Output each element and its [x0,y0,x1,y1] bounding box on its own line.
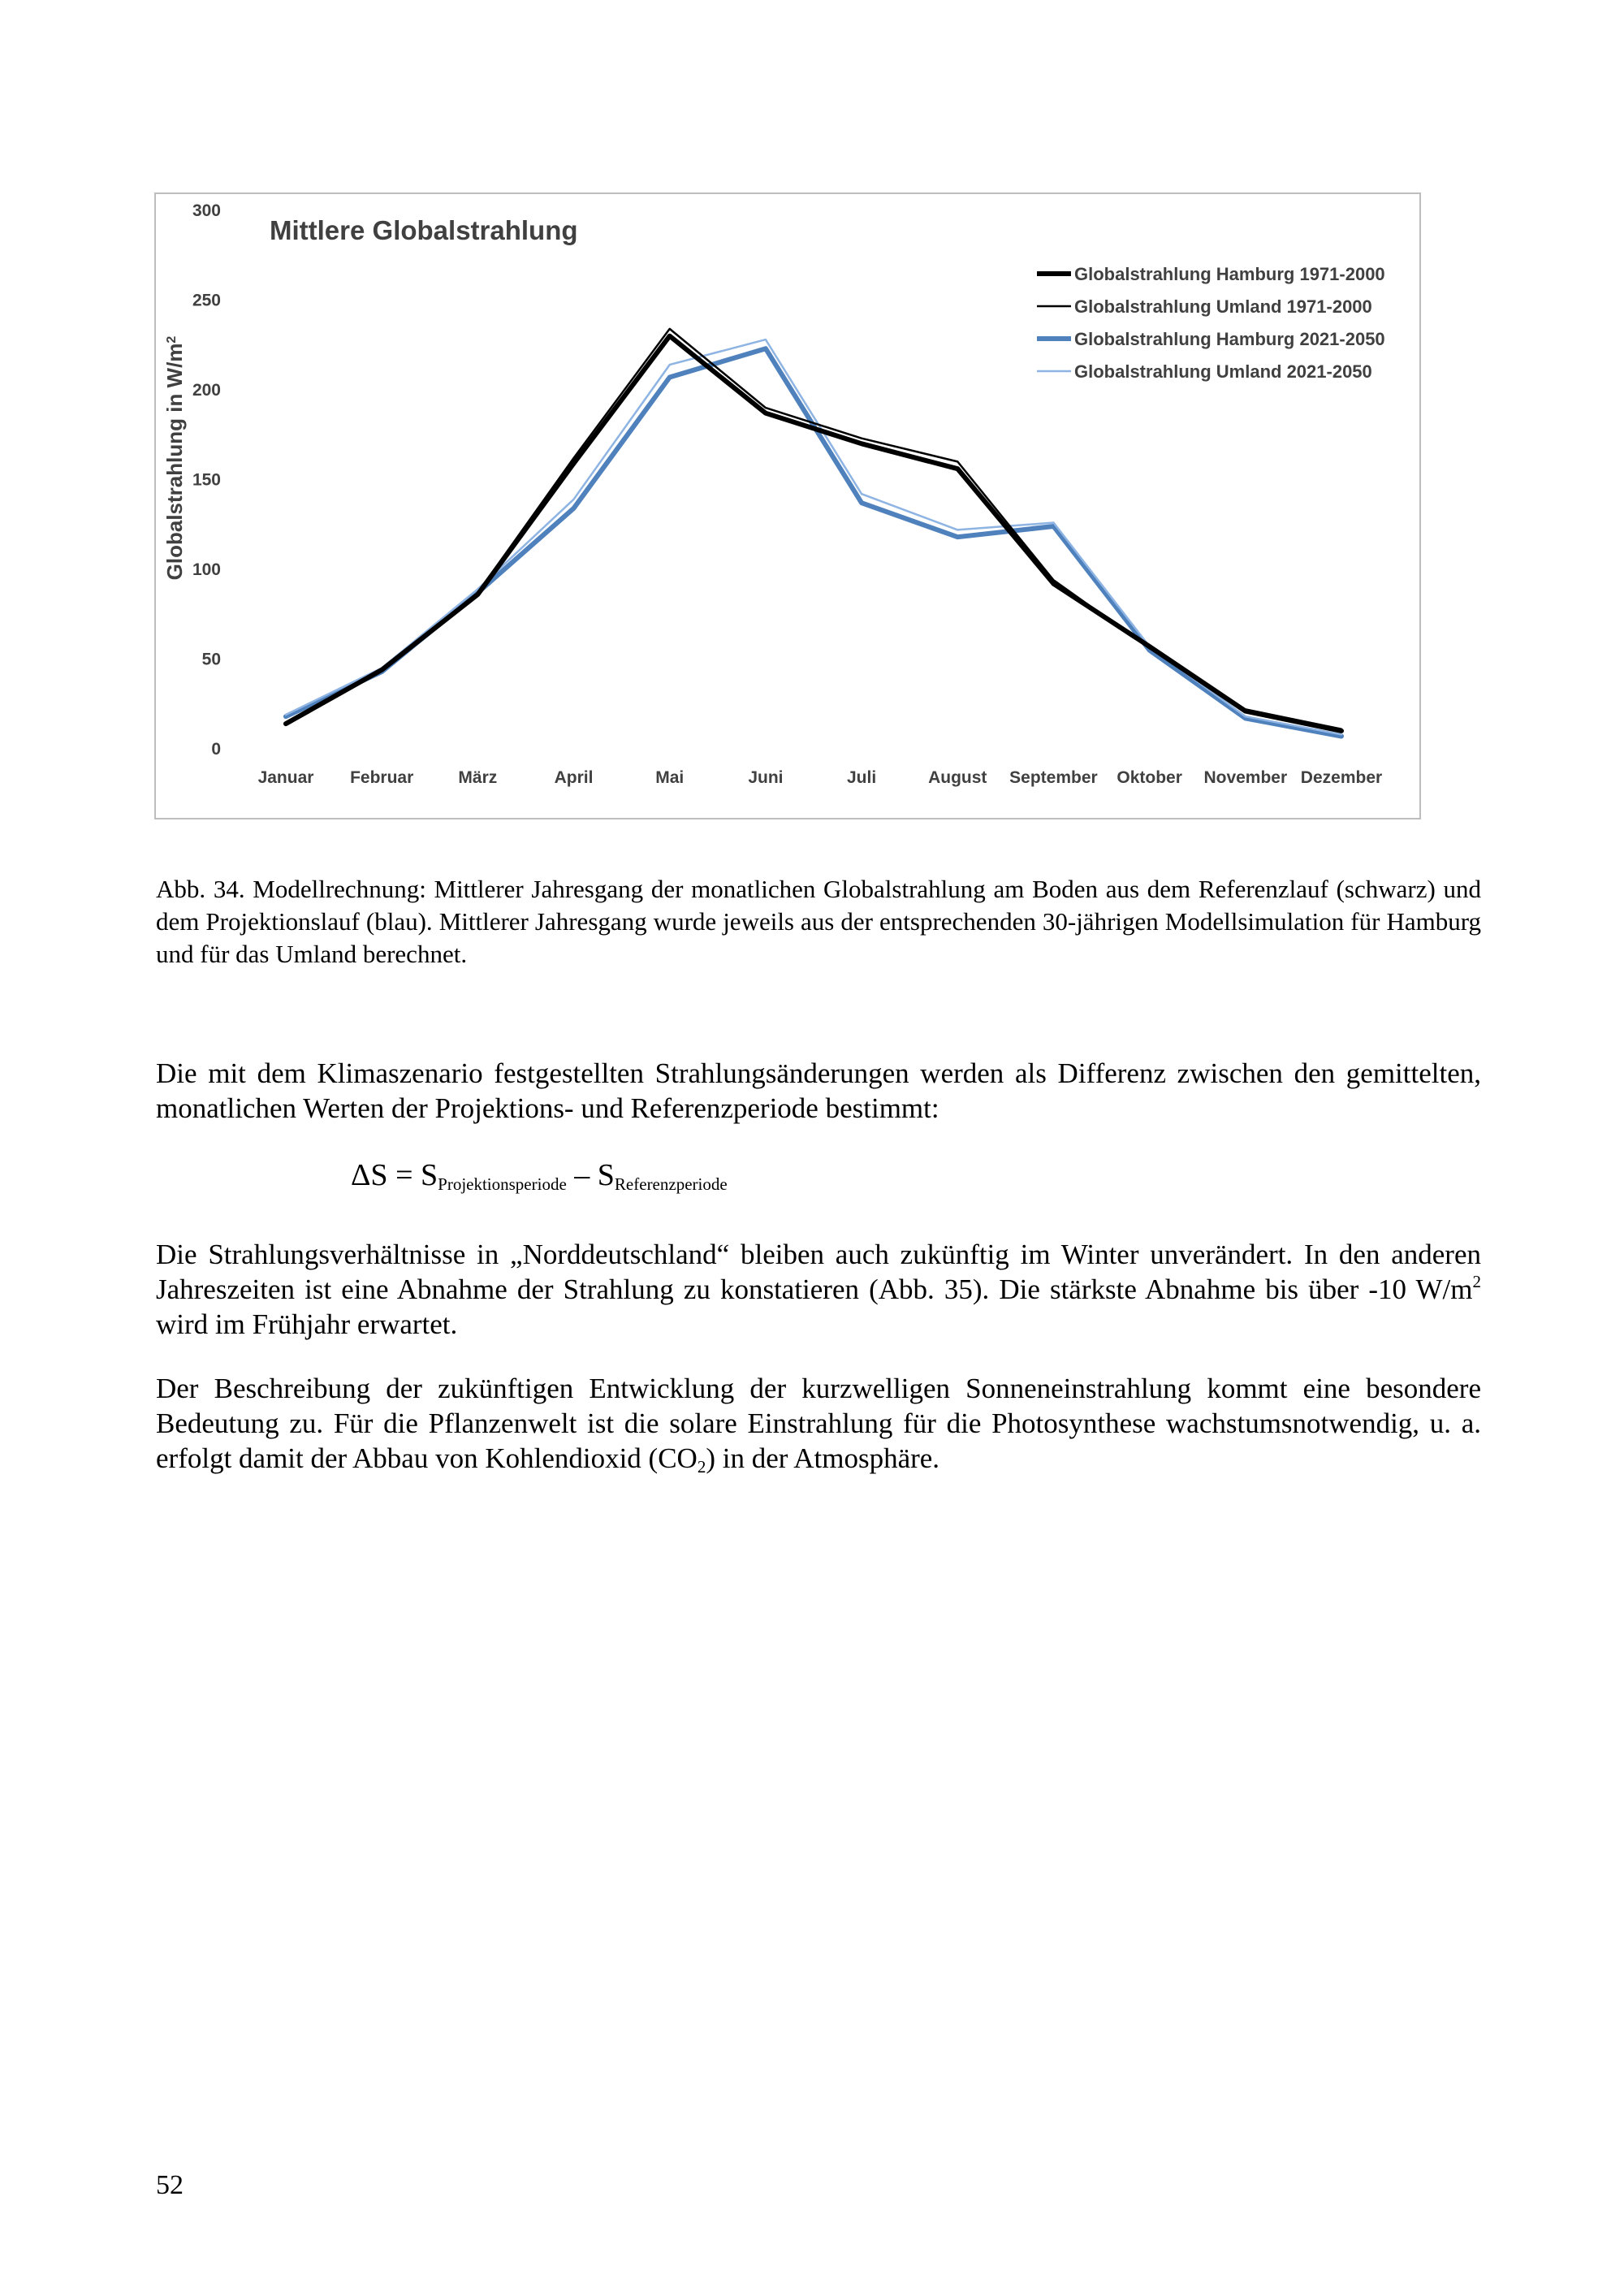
chart-figure [154,192,1421,819]
x-tick-label: April [554,768,594,787]
paragraph-3: Der Beschreibung der zukünftigen Entwicklung der kurzwelligen Sonneneinstrahlung kommt eine besondere Bedeutung zu. Für die Pflanzenwelt ist die solare Einstrahlung für die Photosynthese wachstumsnotwendig, u. a. erfolgt damit der Abbau von Kohlendioxid $(CO_2)$ in der Atmosphäre. [156,1373,1481,1477]
line-chart [156,194,1423,821]
chart-title: Mittlere Globalstrahlung [270,215,578,245]
x-tick-label: Juni [748,768,784,787]
legend-entry: Globalstrahlung Hamburg 1971-2000 [1074,264,1385,284]
x-axis [258,768,1383,787]
legend-entry: Globalstrahlung Umland 1971-2000 [1074,296,1372,317]
chart-lines [286,329,1341,737]
y-tick-label: 50 [201,650,221,669]
x-tick-label: September [1009,768,1098,787]
x-tick-label: Oktober [1116,768,1182,787]
chart-legend [1037,264,1385,382]
x-tick-label: Februar [350,768,414,787]
x-tick-label: Mai [655,768,685,787]
x-tick-label: November [1203,768,1288,787]
x-tick-label: Juli [846,768,877,787]
y-tick-label: 100 [192,560,221,579]
paragraph-1: Die mit dem Klimaszenario festgestellten Strahlungsänderungen werden als Differenz zwischen den gemittelten, monatlichen Werten der Projektions- und Referenzperiode bestimmt: [156,1057,1481,1124]
figure-caption: Abb. 34. Modellrechnung: Mittlerer Jahresgang der monatlichen Globalstrahlung am Boden aus dem Referenzlauf (schwarz) und dem Projektionslauf (blau). Mittlerer Jahresgang wurde jeweils aus der entsprechenden 30-jährigen Modellsimulation für Hamburg und für das Umland berechnet. [156,875,1481,968]
x-tick-label: Dezember [1300,768,1383,787]
y-tick-label: 250 [192,291,221,310]
x-tick-label: März [458,768,498,787]
y-tick-label: 200 [192,381,221,400]
paragraph-2: Die Strahlungsverhältnisse in „Norddeutschland“ bleiben auch zukünftig im Winter unverändert. In den anderen Jahreszeiten ist eine Abnahme der Strahlung zu konstatieren (Abb. 35). Die stärkste Abnahme bis über -10 $W/m^2$ wird im Frühjahr erwartet. [156,1239,1481,1340]
page-number: 52 [156,2170,184,2200]
y-tick-label: 0 [211,740,221,759]
series-line-1 [286,336,1341,731]
formula: $\Delta S = S_{Projektionsperiode} - S_{Referenzperiode}$ [351,1158,728,1194]
series-line-3 [286,348,1341,736]
y-axis [192,201,221,759]
series-line-2 [286,329,1341,729]
y-tick-label: 300 [192,201,221,220]
legend-entry: Globalstrahlung Umland 2021-2050 [1074,361,1372,382]
x-tick-label: August [928,768,987,787]
x-tick-label: Januar [257,768,314,787]
y-tick-label: 150 [192,470,221,490]
legend-entry: Globalstrahlung Hamburg 2021-2050 [1074,329,1385,349]
y-axis-label: Globalstrahlung in $W/m^2$ [162,335,187,581]
